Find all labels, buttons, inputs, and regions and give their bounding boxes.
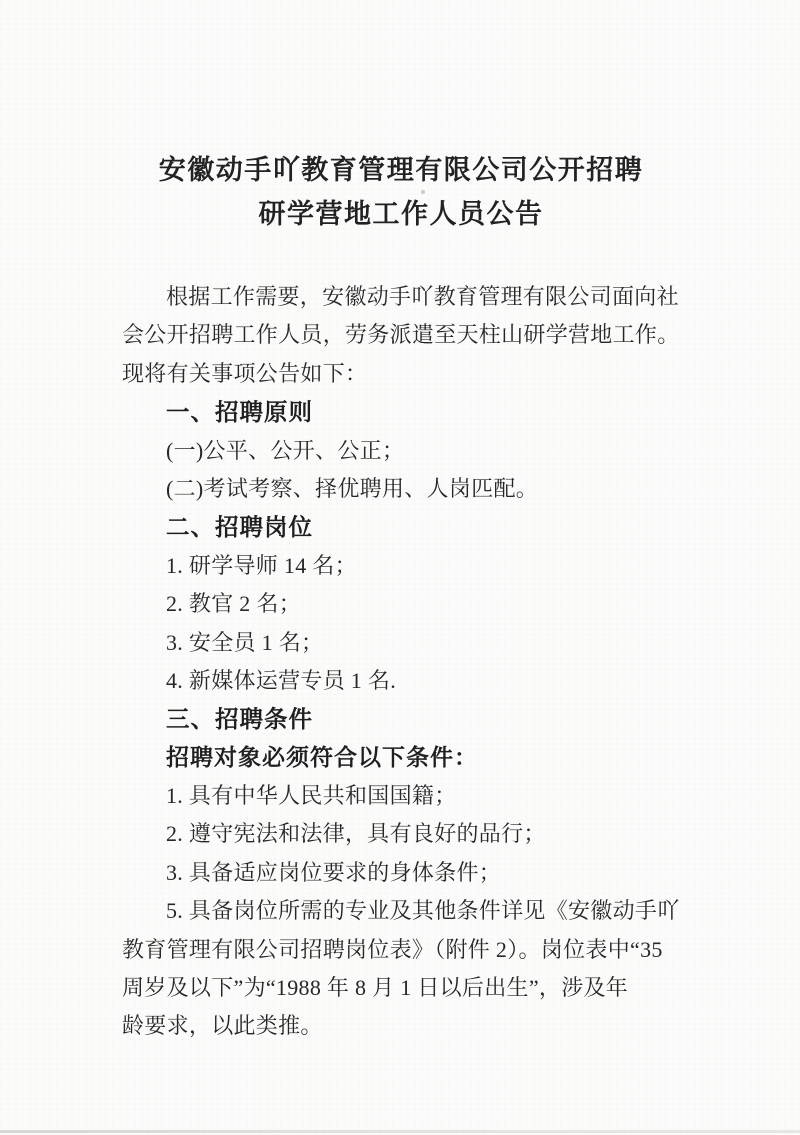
intro-line-2: 会公开招聘工作人员，劳务派遣至天柱山研学营地工作。 bbox=[122, 322, 680, 348]
section-3-item-2: 2. 遵守宪法和法律，具有良好的品行； bbox=[166, 821, 546, 847]
section-2-item-2: 2. 教官 2 名； bbox=[166, 591, 302, 617]
section-1-item-1: (一)公平、公开、公正； bbox=[166, 437, 405, 463]
title-line-1: 安徽动手吖教育管理有限公司公开招聘 bbox=[158, 155, 644, 185]
intro-line-3: 现将有关事项公告如下： bbox=[122, 360, 368, 386]
section-3-item-1: 1. 具有中华人民共和国国籍； bbox=[166, 783, 457, 809]
section-3-subheading: 招聘对象必须符合以下条件： bbox=[166, 744, 478, 770]
title-line-2: 研学营地工作人员公告 bbox=[258, 199, 544, 229]
intro-line-1: 根据工作需要，安徽动手吖教育管理有限公司面向社 bbox=[166, 284, 679, 309]
scan-artifact-speck bbox=[421, 190, 425, 194]
section-3-item-5-line-1: 5. 具备岗位所需的专业及其他条件详见《安徽动手吖 bbox=[166, 898, 680, 924]
scan-bottom-edge bbox=[0, 1130, 800, 1133]
section-3-heading: 三、招聘条件 bbox=[166, 706, 313, 733]
section-3-item-5-line-4: 龄要求，以此类推。 bbox=[122, 1013, 323, 1039]
section-3-item-3: 3. 具备适应岗位要求的身体条件； bbox=[166, 859, 502, 885]
section-1-item-2: (二)考试考察、择优聘用、人岗匹配。 bbox=[166, 475, 539, 501]
section-3-item-5-line-2: 教育管理有限公司招聘岗位表》（附件 2）。岗位表中“35 bbox=[122, 936, 663, 962]
section-2-item-3: 3. 安全员 1 名； bbox=[166, 629, 324, 655]
section-1-heading: 一、招聘原则 bbox=[166, 399, 313, 426]
section-3-item-5-line-3: 周岁及以下”为“1988 年 8 月 1 日以后出生”，涉及年 bbox=[122, 975, 629, 1001]
section-2-item-1: 1. 研学导师 14 名； bbox=[166, 552, 357, 578]
section-2-item-4: 4. 新媒体运营专员 1 名. bbox=[166, 667, 397, 693]
section-2-heading: 二、招聘岗位 bbox=[166, 514, 313, 541]
document-title bbox=[122, 148, 680, 236]
